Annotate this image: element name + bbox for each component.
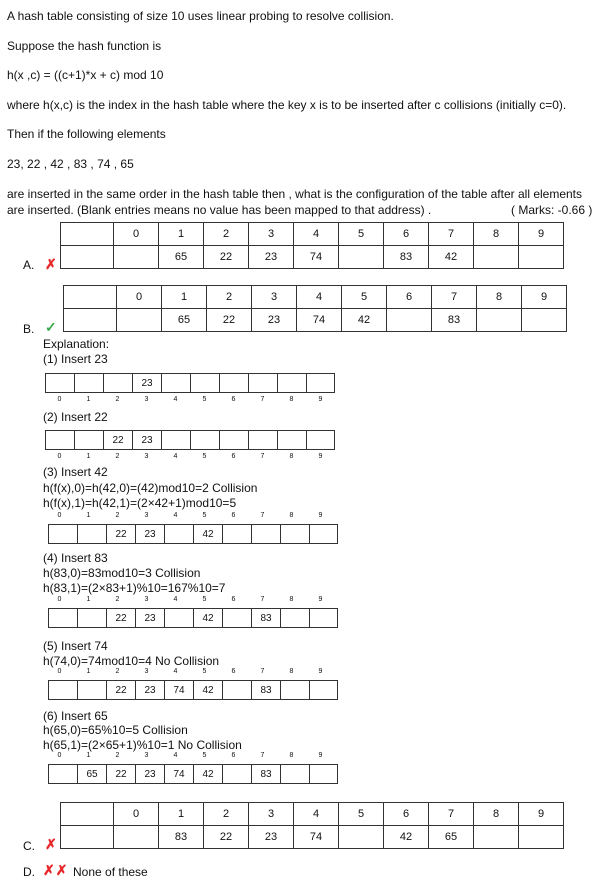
slot-cell: [77, 680, 106, 700]
slot-cell: [309, 680, 338, 700]
question-line-5: Then if the following elements: [7, 127, 166, 141]
index-header-cell: 0: [117, 286, 162, 309]
explanation-step-3a: h(f(x),0)=h(42,0)=(42)mod10=2 Collision: [43, 481, 258, 495]
index-header-cell: 8: [477, 286, 522, 309]
slot-cell: [161, 373, 190, 393]
explanation-step-3: (3) Insert 42: [43, 465, 108, 479]
slot-cell: 83: [251, 764, 280, 784]
check-icon: ✓: [45, 319, 57, 335]
slot-cell: [117, 309, 162, 332]
slot-cell: [277, 430, 306, 450]
index-label: 5: [202, 596, 207, 603]
index-label: 7: [260, 596, 265, 603]
explanation-step-4b: h(83,1)=(2×83+1)%10=167%10=7: [43, 581, 226, 595]
slot-cell: [222, 608, 251, 628]
explanation-table-2: [45, 430, 345, 464]
index-label: 8: [289, 752, 294, 759]
explanation-step-6b: h(65,1)=(2×65+1)%10=1 No Collision: [43, 738, 242, 752]
index-label: 7: [260, 668, 265, 675]
question-line-7: are inserted in the same order in the hash table then , what is the configuration of the table after all elements: [7, 187, 583, 201]
slot-cell: [474, 826, 519, 849]
slot-cell: [306, 430, 335, 450]
index-header-cell: 7: [429, 803, 474, 826]
option-b-table: [63, 285, 567, 332]
slot-cell: 23: [249, 246, 294, 269]
slot-cell: 42: [193, 680, 222, 700]
question-line-8: are inserted. (Blank entries means no value has been mapped to that address) .: [7, 203, 432, 217]
slot-cell: [522, 309, 567, 332]
table-corner-cell: [61, 826, 114, 849]
question-line-1: A hash table consisting of size 10 uses linear probing to resolve collision.: [7, 9, 394, 23]
slot-cell: [114, 246, 159, 269]
index-label: 0: [57, 453, 62, 460]
slot-cell: 74: [294, 246, 339, 269]
index-header-cell: 3: [249, 803, 294, 826]
slot-cell: [309, 764, 338, 784]
index-label: 7: [260, 512, 265, 519]
slot-cell: [164, 608, 193, 628]
slot-cell: [48, 680, 77, 700]
slot-cell: [339, 826, 384, 849]
cross-icon: ✗✗: [43, 862, 69, 878]
index-label: 1: [86, 396, 91, 403]
explanation-step-3b: h(f(x),1)=h(42,1)=(2×42+1)mod10=5: [43, 496, 237, 510]
slot-cell: [190, 430, 219, 450]
index-header-cell: 5: [342, 286, 387, 309]
slot-cell: [48, 524, 77, 544]
marks-label: ( Marks: -0.66 ): [511, 203, 593, 217]
slot-cell: [280, 764, 309, 784]
index-header-cell: 5: [339, 803, 384, 826]
slot-cell: 83: [251, 608, 280, 628]
question-line-4: where h(x,c) is the index in the hash table where the key x is to be inserted after c collisions (initially c=0).: [7, 98, 567, 112]
slot-cell: 22: [106, 680, 135, 700]
slot-cell: 83: [159, 826, 204, 849]
slot-cell: [45, 373, 74, 393]
index-label: 7: [260, 453, 265, 460]
explanation-step-6: (6) Insert 65: [43, 709, 108, 723]
index-label: 1: [86, 512, 91, 519]
index-label: 2: [115, 596, 120, 603]
slot-cell: [190, 373, 219, 393]
slot-cell: [251, 524, 280, 544]
index-header-cell: 2: [204, 803, 249, 826]
index-label: 2: [115, 512, 120, 519]
index-label: 8: [289, 396, 294, 403]
option-d-label[interactable]: D.: [23, 865, 35, 879]
index-header-cell: 1: [159, 803, 204, 826]
option-a-label[interactable]: A.: [23, 258, 35, 272]
slot-cell: [74, 430, 103, 450]
hash-function: h(x ,c) = ((c+1)*x + c) mod 10: [7, 68, 164, 82]
index-label: 8: [289, 512, 294, 519]
index-header-cell: 2: [207, 286, 252, 309]
slot-cell: [248, 430, 277, 450]
slot-cell: 22: [106, 524, 135, 544]
index-header-cell: 9: [519, 803, 564, 826]
slot-cell: [477, 309, 522, 332]
slot-cell: 74: [297, 309, 342, 332]
slot-cell: 23: [132, 430, 161, 450]
slot-cell: 22: [106, 608, 135, 628]
table-corner-cell: [64, 286, 117, 309]
index-label: 2: [115, 752, 120, 759]
slot-cell: [519, 246, 564, 269]
slot-cell: [248, 373, 277, 393]
slot-cell: 42: [342, 309, 387, 332]
index-label: 9: [318, 512, 323, 519]
index-header-cell: 7: [432, 286, 477, 309]
index-header-cell: 5: [339, 223, 384, 246]
index-label: 7: [260, 752, 265, 759]
explanation-step-1: (1) Insert 23: [43, 352, 108, 366]
slot-cell: [306, 373, 335, 393]
index-label: 0: [57, 752, 62, 759]
index-label: 6: [231, 512, 236, 519]
explanation-step-2: (2) Insert 22: [43, 410, 108, 424]
explanation-title: Explanation:: [43, 337, 110, 351]
slot-cell: [219, 373, 248, 393]
slot-cell: 42: [384, 826, 429, 849]
slot-cell: [519, 826, 564, 849]
slot-cell: 23: [132, 373, 161, 393]
index-label: 8: [289, 668, 294, 675]
slot-cell: [219, 430, 248, 450]
index-header-cell: 9: [519, 223, 564, 246]
slot-cell: [161, 430, 190, 450]
slot-cell: [114, 826, 159, 849]
slot-cell: 23: [135, 524, 164, 544]
table-corner-cell: [61, 246, 114, 269]
index-label: 1: [86, 668, 91, 675]
index-label: 1: [86, 596, 91, 603]
slot-cell: [164, 524, 193, 544]
index-header-cell: 3: [249, 223, 294, 246]
index-label: 1: [86, 752, 91, 759]
slot-cell: [387, 309, 432, 332]
index-label: 5: [202, 453, 207, 460]
slot-cell: 22: [103, 430, 132, 450]
index-label: 4: [173, 396, 178, 403]
index-label: 0: [57, 396, 62, 403]
slot-cell: 42: [429, 246, 474, 269]
index-header-cell: 0: [114, 223, 159, 246]
slot-cell: 23: [249, 826, 294, 849]
explanation-table-4: [45, 596, 345, 634]
index-header-cell: 8: [474, 223, 519, 246]
index-header-cell: 1: [162, 286, 207, 309]
index-label: 9: [318, 596, 323, 603]
slot-cell: [48, 608, 77, 628]
explanation-step-5: (5) Insert 74: [43, 639, 108, 653]
slot-cell: 22: [106, 764, 135, 784]
slot-cell: [280, 608, 309, 628]
slot-cell: [309, 524, 338, 544]
slot-cell: 23: [252, 309, 297, 332]
index-label: 4: [173, 668, 178, 675]
index-label: 2: [115, 668, 120, 675]
index-header-cell: 4: [294, 803, 339, 826]
slot-cell: 22: [207, 309, 252, 332]
slot-cell: 23: [135, 680, 164, 700]
slot-cell: 65: [77, 764, 106, 784]
option-a-table: [60, 222, 564, 269]
index-label: 3: [144, 453, 149, 460]
index-label: 6: [231, 668, 236, 675]
slot-cell: 83: [251, 680, 280, 700]
slot-cell: 42: [193, 524, 222, 544]
slot-cell: [280, 680, 309, 700]
slot-cell: 74: [294, 826, 339, 849]
slot-cell: 65: [429, 826, 474, 849]
slot-cell: [309, 608, 338, 628]
slot-cell: [77, 608, 106, 628]
option-d-text: None of these: [73, 865, 148, 879]
index-label: 3: [144, 752, 149, 759]
index-label: 8: [289, 596, 294, 603]
index-header-cell: 3: [252, 286, 297, 309]
index-label: 3: [144, 512, 149, 519]
index-header-cell: 6: [384, 803, 429, 826]
index-label: 9: [318, 752, 323, 759]
index-label: 5: [202, 512, 207, 519]
slot-cell: [339, 246, 384, 269]
index-label: 3: [144, 596, 149, 603]
index-header-cell: 1: [159, 223, 204, 246]
index-header-cell: 4: [297, 286, 342, 309]
index-header-cell: 7: [429, 223, 474, 246]
explanation-step-4: (4) Insert 83: [43, 551, 108, 565]
index-header-cell: 4: [294, 223, 339, 246]
slot-cell: 23: [135, 608, 164, 628]
explanation-table-3: [45, 512, 345, 546]
slot-cell: [103, 373, 132, 393]
option-c-table: [60, 802, 564, 849]
cross-icon: ✗: [45, 836, 57, 852]
option-b-label[interactable]: B.: [23, 322, 35, 336]
index-label: 6: [231, 396, 236, 403]
slot-cell: 22: [204, 826, 249, 849]
table-corner-cell: [61, 223, 114, 246]
option-c-label[interactable]: C.: [23, 839, 35, 853]
slot-cell: [77, 524, 106, 544]
slot-cell: 74: [164, 764, 193, 784]
index-label: 4: [173, 512, 178, 519]
slot-cell: 42: [193, 764, 222, 784]
slot-cell: [277, 373, 306, 393]
index-label: 5: [202, 668, 207, 675]
index-label: 9: [318, 668, 323, 675]
index-header-cell: 9: [522, 286, 567, 309]
index-label: 4: [173, 752, 178, 759]
slot-cell: 74: [164, 680, 193, 700]
slot-cell: 22: [204, 246, 249, 269]
index-label: 3: [144, 668, 149, 675]
slot-cell: [222, 764, 251, 784]
slot-cell: 83: [384, 246, 429, 269]
index-label: 9: [318, 396, 323, 403]
slot-cell: 83: [432, 309, 477, 332]
table-corner-cell: [64, 309, 117, 332]
slot-cell: [474, 246, 519, 269]
slot-cell: [222, 680, 251, 700]
slot-cell: [280, 524, 309, 544]
slot-cell: [45, 430, 74, 450]
index-header-cell: 8: [474, 803, 519, 826]
index-header-cell: 0: [114, 803, 159, 826]
cross-icon: ✗: [45, 256, 57, 272]
index-label: 6: [231, 752, 236, 759]
index-label: 8: [289, 453, 294, 460]
index-label: 4: [173, 596, 178, 603]
index-header-cell: 6: [384, 223, 429, 246]
slot-cell: [222, 524, 251, 544]
slot-cell: [74, 373, 103, 393]
explanation-step-5a: h(74,0)=74mod10=4 No Collision: [43, 654, 220, 668]
table-corner-cell: [61, 803, 114, 826]
index-label: 5: [202, 396, 207, 403]
index-label: 3: [144, 396, 149, 403]
index-label: 7: [260, 396, 265, 403]
question-line-2: Suppose the hash function is: [7, 39, 162, 53]
slot-cell: 65: [159, 246, 204, 269]
explanation-table-1: [45, 373, 345, 407]
slot-cell: 42: [193, 608, 222, 628]
index-label: 2: [115, 453, 120, 460]
slot-cell: [48, 764, 77, 784]
explanation-table-6: [45, 752, 345, 786]
explanation-step-6a: h(65,0)=65%10=5 Collision: [43, 723, 188, 737]
index-label: 5: [202, 752, 207, 759]
index-label: 0: [57, 668, 62, 675]
index-label: 0: [57, 512, 62, 519]
index-label: 2: [115, 396, 120, 403]
slot-cell: 65: [162, 309, 207, 332]
index-label: 1: [86, 453, 91, 460]
index-label: 6: [231, 596, 236, 603]
explanation-step-4a: h(83,0)=83mod10=3 Collision: [43, 566, 201, 580]
index-label: 6: [231, 453, 236, 460]
explanation-table-5: [45, 668, 345, 702]
index-header-cell: 2: [204, 223, 249, 246]
index-label: 9: [318, 453, 323, 460]
index-label: 0: [57, 596, 62, 603]
index-label: 4: [173, 453, 178, 460]
slot-cell: 23: [135, 764, 164, 784]
element-list: 23, 22 , 42 , 83 , 74 , 65: [7, 157, 134, 171]
index-header-cell: 6: [387, 286, 432, 309]
